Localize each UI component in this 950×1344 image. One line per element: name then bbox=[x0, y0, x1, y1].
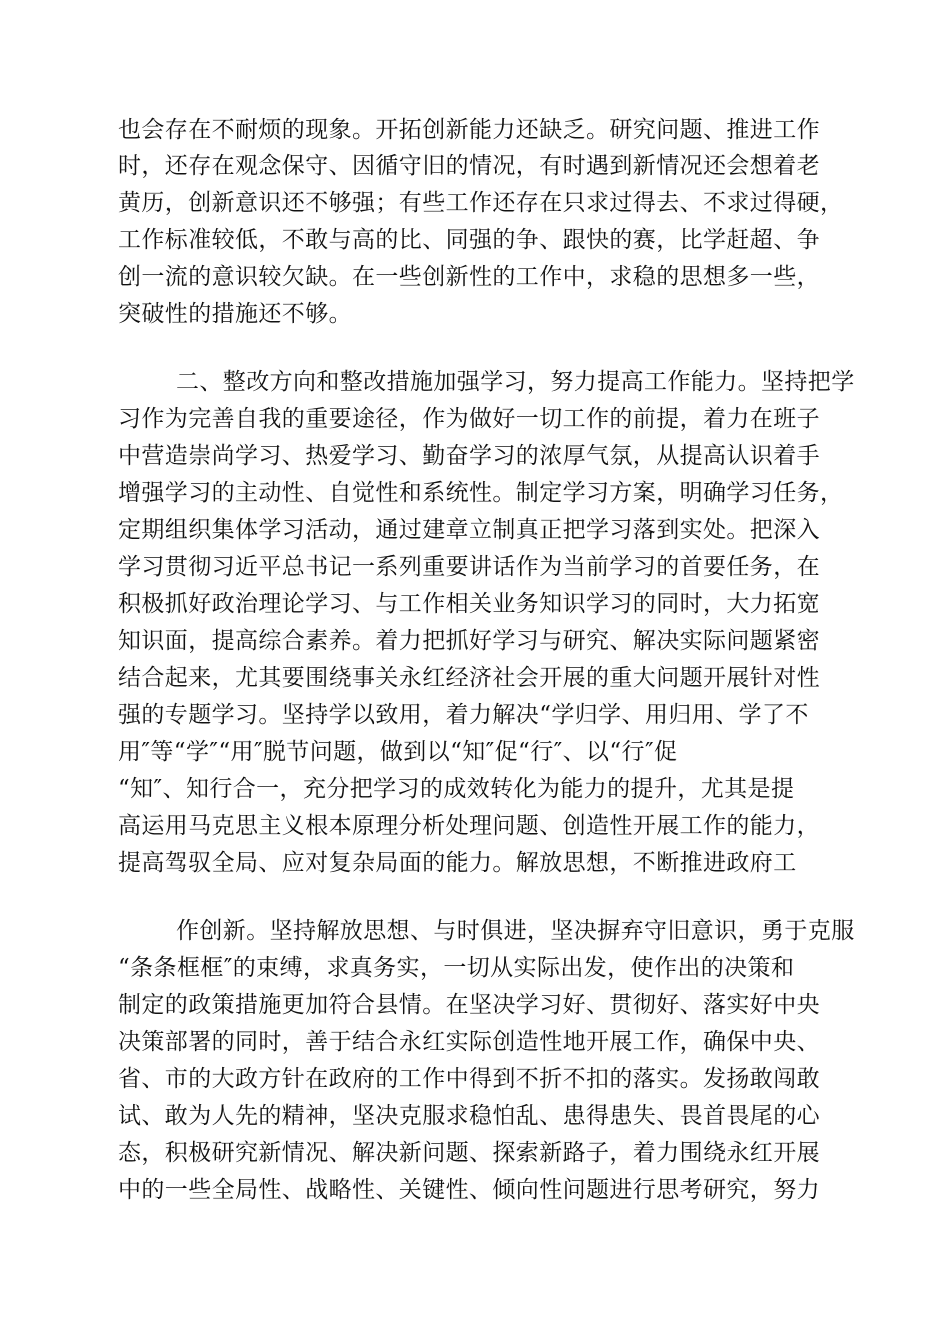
text-line: “条条框框″的束缚，求真务实，一切从实际出发，使作出的决策和 bbox=[118, 955, 795, 981]
text-line: 强的专题学习。坚持学以致用，着力解决“学归学、用归用、学了不 bbox=[118, 702, 809, 728]
text-line: 创一流的意识较欠缺。在一些创新性的工作中，求稳的思想多一些， bbox=[118, 264, 820, 290]
text-line: 时，还存在观念保守、因循守旧的情况，有时遇到新情况还会想着老 bbox=[118, 153, 820, 179]
text-line: 黄历，创新意识还不够强；有些工作还存在只求过得去、不求过得硬， bbox=[118, 190, 844, 216]
text-line: 习作为完善自我的重要途径，作为做好一切工作的前提，着力在班子 bbox=[118, 406, 820, 432]
text-line: 增强学习的主动性、自觉性和系统性。制定学习方案，明确学习任务， bbox=[118, 480, 844, 506]
text-line: 用″等“学″“用″脱节问题，做到以“知″促“行″、以“行″促 bbox=[118, 739, 678, 765]
text-line: 作创新。坚持解放思想、与时俱进，坚决摒弃守旧意识，勇于克服 bbox=[176, 918, 855, 944]
text-line: 学习贯彻习近平总书记一系列重要讲话作为当前学习的首要任务，在 bbox=[118, 554, 820, 580]
text-line: 知识面，提高综合素养。着力把抓好学习与研究、解决实际问题紧密 bbox=[118, 628, 820, 654]
text-line: 积极抓好政治理论学习、与工作相关业务知识学习的同时，大力拓宽 bbox=[118, 591, 820, 617]
text-line: 制定的政策措施更加符合县情。在坚决学习好、贯彻好、落实好中央 bbox=[118, 992, 820, 1018]
text-line: 省、市的大政方针在政府的工作中得到不折不扣的落实。发扬敢闯敢 bbox=[118, 1066, 820, 1092]
text-line: 结合起来，尤其要围绕事关永红经济社会开展的重大问题开展针对性 bbox=[118, 665, 820, 691]
text-line: 高运用马克思主义根本原理分析处理问题、创造性开展工作的能力， bbox=[118, 813, 820, 839]
text-line: 提高驾驭全局、应对复杂局面的能力。解放思想，不断推进政府工 bbox=[118, 850, 797, 876]
text-line: 也会存在不耐烦的现象。开拓创新能力还缺乏。研究问题、推进工作 bbox=[118, 117, 820, 143]
text-line: 定期组织集体学习活动，通过建章立制真正把学习落到实处。把深入 bbox=[118, 517, 820, 543]
text-line: 试、敢为人先的精神，坚决克服求稳怕乱、患得患失、畏首畏尾的心 bbox=[118, 1103, 820, 1129]
text-line: “知″、知行合一，充分把学习的成效转化为能力的提升，尤其是提 bbox=[118, 776, 795, 802]
text-line: 工作标准较低，不敢与高的比、同强的争、跟快的赛，比学赶超、争 bbox=[118, 227, 820, 253]
text-line: 态，积极研究新情况、解决新问题、探索新路子，着力围绕永红开展 bbox=[118, 1140, 820, 1166]
text-line: 决策部署的同时，善于结合永红实际创造性地开展工作，确保中央、 bbox=[118, 1029, 820, 1055]
text-line: 突破性的措施还不够。 bbox=[118, 301, 352, 327]
text-line: 中营造崇尚学习、热爱学习、勤奋学习的浓厚气氛，从提高认识着手 bbox=[118, 443, 820, 469]
text-line: 二、整改方向和整改措施加强学习，努力提高工作能力。坚持把学 bbox=[176, 369, 855, 395]
text-line: 中的一些全局性、战略性、关键性、倾向性问题进行思考研究，努力 bbox=[118, 1177, 820, 1203]
